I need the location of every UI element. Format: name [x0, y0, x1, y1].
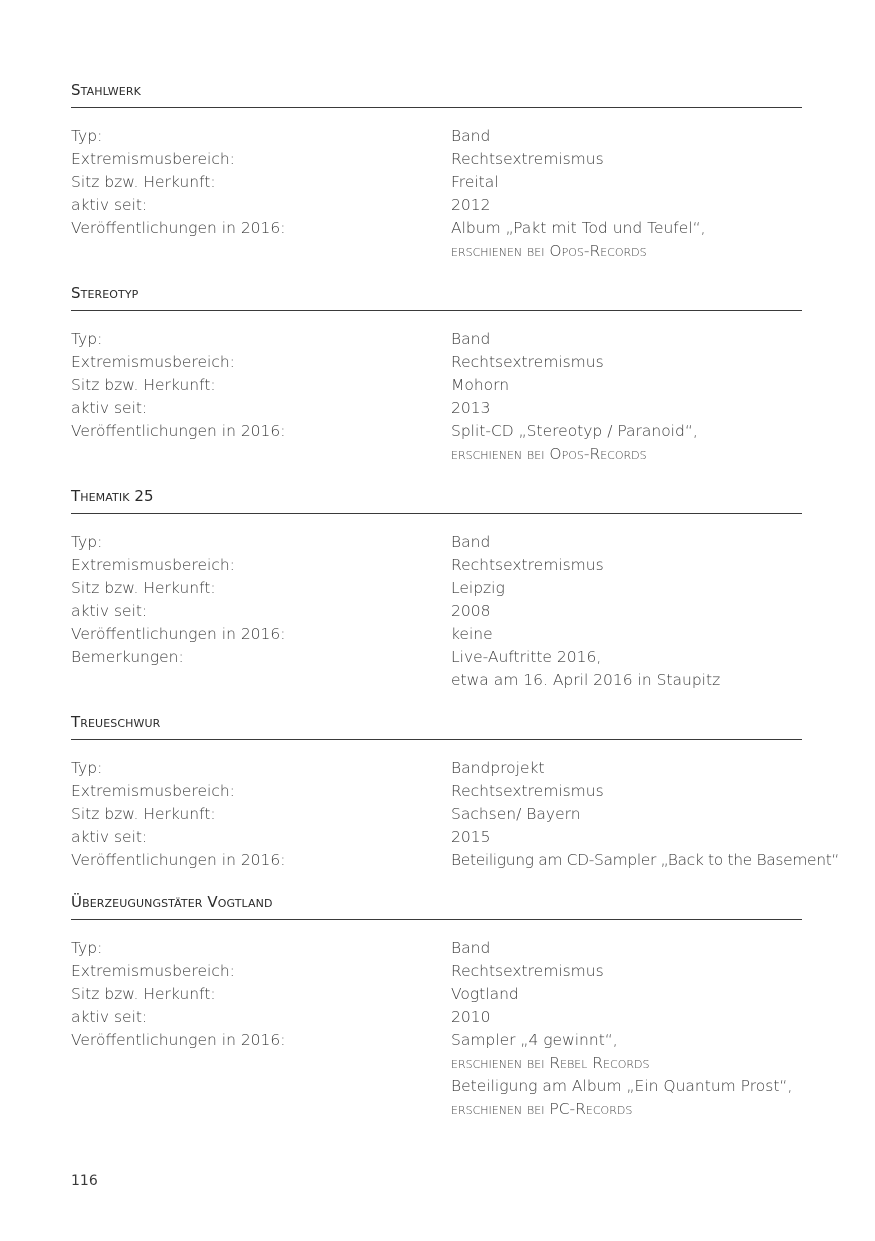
detail-value: Album „Pakt mit Tod und Teufel“, [451, 219, 706, 237]
detail-row-aktiv-seit [71, 1006, 802, 1029]
detail-value: Beteiligung am CD-Sampler „Back to the Basement“ [451, 851, 840, 869]
entry-details [71, 311, 802, 466]
detail-row-typ [71, 125, 802, 148]
entry-stahlwerk [71, 80, 802, 263]
detail-label: Veröffentlichungen in 2016: [71, 219, 286, 237]
detail-label: Typ: [71, 759, 103, 777]
entry-title: Treueschwur [71, 712, 802, 740]
detail-value: 2010 [451, 1008, 491, 1026]
detail-label: Sitz bzw. Herkunft: [71, 985, 216, 1003]
detail-row-veroeffentlichungen [71, 849, 840, 872]
detail-row-veroeffentlichungen [71, 420, 802, 466]
entry-title: Stahlwerk [71, 80, 802, 108]
entry-ueberzeugungstaeter-vogtland [71, 892, 802, 1121]
entry-thematik-25 [71, 486, 802, 692]
detail-value: Sampler „4 gewinnt“, [451, 1031, 618, 1049]
detail-value: erschienen bei Rebel Records [451, 1054, 650, 1072]
detail-value: Bandprojekt [451, 759, 545, 777]
entry-title: Überzeugungstäter Vogtland [71, 892, 802, 920]
detail-row-veroeffentlichungen [71, 217, 802, 263]
detail-value: 2008 [451, 602, 491, 620]
detail-label: aktiv seit: [71, 1008, 148, 1026]
detail-label: Typ: [71, 939, 103, 957]
detail-label: aktiv seit: [71, 828, 148, 846]
detail-value: Band [451, 127, 491, 145]
detail-label: Veröffentlichungen in 2016: [71, 422, 286, 440]
detail-value: Band [451, 533, 491, 551]
detail-value: 2015 [451, 828, 491, 846]
detail-label: Veröffentlichungen in 2016: [71, 851, 286, 869]
detail-label: Bemerkungen: [71, 648, 184, 666]
detail-label: Extremismusbereich: [71, 353, 235, 371]
entry-details [71, 920, 802, 1121]
detail-value: erschienen bei Opos-Records [451, 242, 647, 260]
detail-label: aktiv seit: [71, 602, 148, 620]
detail-value: Live-Auftritte 2016, [451, 648, 602, 666]
detail-row-typ [71, 937, 802, 960]
detail-row-extremismusbereich [71, 554, 802, 577]
detail-value: Rechtsextremismus [451, 353, 604, 371]
detail-value: Freital [451, 173, 499, 191]
detail-value: Rechtsextremismus [451, 150, 604, 168]
detail-row-herkunft [71, 983, 802, 1006]
detail-value: etwa am 16. April 2016 in Staupitz [451, 671, 721, 689]
detail-value: erschienen bei Opos-Records [451, 445, 647, 463]
detail-value: Rechtsextremismus [451, 782, 604, 800]
detail-label: Extremismusbereich: [71, 782, 235, 800]
entry-details [71, 108, 802, 263]
detail-row-aktiv-seit [71, 826, 802, 849]
detail-row-herkunft [71, 374, 802, 397]
detail-row-herkunft [71, 803, 802, 826]
detail-label: Sitz bzw. Herkunft: [71, 579, 216, 597]
detail-label: Typ: [71, 330, 103, 348]
detail-label: aktiv seit: [71, 196, 148, 214]
detail-label: Sitz bzw. Herkunft: [71, 376, 216, 394]
detail-row-aktiv-seit [71, 194, 802, 217]
detail-row-extremismusbereich [71, 351, 802, 374]
detail-value: Split-CD „Stereotyp / Paranoid“, [451, 422, 698, 440]
detail-row-herkunft [71, 577, 802, 600]
entry-title: Thematik 25 [71, 486, 802, 514]
detail-value: Vogtland [451, 985, 519, 1003]
detail-label: Sitz bzw. Herkunft: [71, 173, 216, 191]
detail-label: Veröffentlichungen in 2016: [71, 1031, 286, 1049]
detail-row-typ [71, 328, 802, 351]
detail-label: Extremismusbereich: [71, 150, 235, 168]
detail-value: Mohorn [451, 376, 510, 394]
detail-value: Leipzig [451, 579, 505, 597]
detail-value: erschienen bei PC-Records [451, 1100, 633, 1118]
detail-label: Extremismusbereich: [71, 962, 235, 980]
detail-value: keine [451, 625, 493, 643]
detail-value: Rechtsextremismus [451, 556, 604, 574]
detail-label: aktiv seit: [71, 399, 148, 417]
detail-row-aktiv-seit [71, 397, 802, 420]
detail-value: 2012 [451, 196, 491, 214]
detail-label: Extremismusbereich: [71, 556, 235, 574]
detail-row-herkunft [71, 171, 802, 194]
detail-value: Band [451, 330, 491, 348]
detail-row-extremismusbereich [71, 960, 802, 983]
detail-row-extremismusbereich [71, 148, 802, 171]
entry-title: Stereotyp [71, 283, 802, 311]
detail-row-bemerkungen [71, 646, 802, 692]
document-page [71, 80, 840, 1121]
detail-label: Sitz bzw. Herkunft: [71, 805, 216, 823]
entry-details [71, 514, 802, 692]
detail-row-veroeffentlichungen [71, 1029, 802, 1121]
detail-value: 2013 [451, 399, 491, 417]
detail-value: Rechtsextremismus [451, 962, 604, 980]
detail-row-veroeffentlichungen [71, 623, 802, 646]
detail-row-typ [71, 757, 802, 780]
detail-row-aktiv-seit [71, 600, 802, 623]
entry-stereotyp [71, 283, 802, 466]
detail-value: Sachsen/ Bayern [451, 805, 581, 823]
detail-value: Beteiligung am Album „Ein Quantum Prost“, [451, 1077, 793, 1095]
detail-value: Band [451, 939, 491, 957]
detail-row-typ [71, 531, 802, 554]
entry-treueschwur [71, 712, 840, 872]
page-number: 116 [71, 1173, 98, 1189]
detail-label: Typ: [71, 127, 103, 145]
detail-label: Veröffentlichungen in 2016: [71, 625, 286, 643]
detail-label: Typ: [71, 533, 103, 551]
entry-details [71, 740, 840, 872]
detail-row-extremismusbereich [71, 780, 802, 803]
